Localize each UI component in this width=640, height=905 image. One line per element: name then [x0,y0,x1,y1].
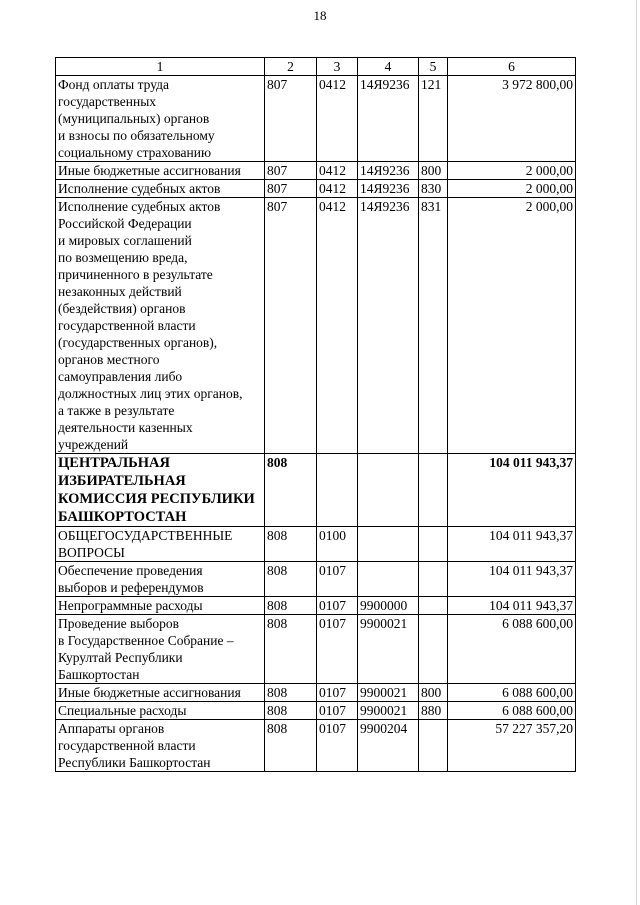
row-expense-type-code [419,615,448,684]
row-ved-code: 808 [265,615,317,684]
row-target-code: 9900021 [358,684,419,702]
row-amount: 104 011 943,37 [448,527,576,562]
row-target-code: 14Я9236 [358,162,419,180]
row-expense-type-code [419,454,448,527]
row-name: Иные бюджетные ассигнования [56,162,265,180]
row-ved-code: 807 [265,180,317,198]
row-ved-code: 807 [265,76,317,162]
row-amount: 57 227 357,20 [448,720,576,772]
header-col-5: 5 [419,58,448,76]
row-expense-type-code [419,562,448,597]
row-target-code: 9900204 [358,720,419,772]
row-amount: 2 000,00 [448,198,576,454]
header-col-1: 1 [56,58,265,76]
table-row [56,454,576,527]
row-section-code [317,454,358,527]
row-target-code: 14Я9236 [358,76,419,162]
table-row [56,198,576,454]
row-name: Исполнение судебных актов Российской Федерации и мировых соглашений по возмещению вреда, причиненного в результате незаконных действий (бездействия) органов государственной власти (государственных органов), органов местного самоуправления либо должностных лиц этих органов, а также в результате деятельности казенных учреждений [56,198,265,454]
row-section-code: 0107 [317,615,358,684]
row-amount: 2 000,00 [448,162,576,180]
row-amount: 3 972 800,00 [448,76,576,162]
header-col-3: 3 [317,58,358,76]
row-amount: 104 011 943,37 [448,454,576,527]
row-ved-code: 808 [265,597,317,615]
header-col-2: 2 [265,58,317,76]
row-ved-code: 808 [265,684,317,702]
row-name: Обеспечение проведения выборов и референдумов [56,562,265,597]
table-row [56,76,576,162]
row-amount: 104 011 943,37 [448,562,576,597]
row-ved-code: 808 [265,720,317,772]
row-amount: 6 088 600,00 [448,684,576,702]
row-amount: 104 011 943,37 [448,597,576,615]
table-row [56,180,576,198]
row-expense-type-code: 800 [419,162,448,180]
row-amount: 6 088 600,00 [448,615,576,684]
table-row [56,702,576,720]
row-target-code [358,454,419,527]
table-row [56,162,576,180]
row-ved-code: 808 [265,527,317,562]
row-target-code: 9900021 [358,702,419,720]
row-name: Проведение выборов в Государственное Собрание – Курултай Республики Башкортостан [56,615,265,684]
row-name: Фонд оплаты труда государственных (муниципальных) органов и взносы по обязательному социальному страхованию [56,76,265,162]
row-section-code: 0412 [317,162,358,180]
row-ved-code: 808 [265,454,317,527]
row-name: ОБЩЕГОСУДАРСТВЕННЫЕ ВОПРОСЫ [56,527,265,562]
row-expense-type-code: 830 [419,180,448,198]
row-name: Специальные расходы [56,702,265,720]
row-ved-code: 808 [265,702,317,720]
row-expense-type-code: 831 [419,198,448,454]
header-col-6: 6 [448,58,576,76]
row-target-code: 14Я9236 [358,198,419,454]
table-row [56,684,576,702]
table-row [56,562,576,597]
row-expense-type-code [419,597,448,615]
row-amount: 6 088 600,00 [448,702,576,720]
row-expense-type-code: 880 [419,702,448,720]
budget-table [55,57,576,772]
row-ved-code: 807 [265,162,317,180]
row-section-code: 0100 [317,527,358,562]
row-section-code: 0107 [317,597,358,615]
row-expense-type-code: 800 [419,684,448,702]
row-section-code: 0412 [317,76,358,162]
table-row [56,597,576,615]
row-section-code: 0412 [317,180,358,198]
row-name: ЦЕНТРАЛЬНАЯ ИЗБИРАТЕЛЬНАЯ КОМИССИЯ РЕСПУБЛИКИ БАШКОРТОСТАН [56,454,265,527]
row-section-code: 0107 [317,702,358,720]
row-target-code [358,527,419,562]
row-amount: 2 000,00 [448,180,576,198]
row-section-code: 0107 [317,562,358,597]
row-ved-code: 807 [265,198,317,454]
row-name: Иные бюджетные ассигнования [56,684,265,702]
row-target-code: 14Я9236 [358,180,419,198]
row-name: Аппараты органов государственной власти Республики Башкортостан [56,720,265,772]
row-section-code: 0412 [317,198,358,454]
table-row [56,615,576,684]
table-header-row [56,58,576,76]
scan-edge-line [636,0,637,905]
row-expense-type-code [419,527,448,562]
row-expense-type-code: 121 [419,76,448,162]
row-expense-type-code [419,720,448,772]
row-target-code: 9900000 [358,597,419,615]
row-target-code [358,562,419,597]
row-section-code: 0107 [317,720,358,772]
row-ved-code: 808 [265,562,317,597]
table-row [56,527,576,562]
page-number: 18 [313,8,327,23]
row-name: Непрограммные расходы [56,597,265,615]
table-row [56,720,576,772]
header-col-4: 4 [358,58,419,76]
row-name: Исполнение судебных актов [56,180,265,198]
row-section-code: 0107 [317,684,358,702]
row-target-code: 9900021 [358,615,419,684]
